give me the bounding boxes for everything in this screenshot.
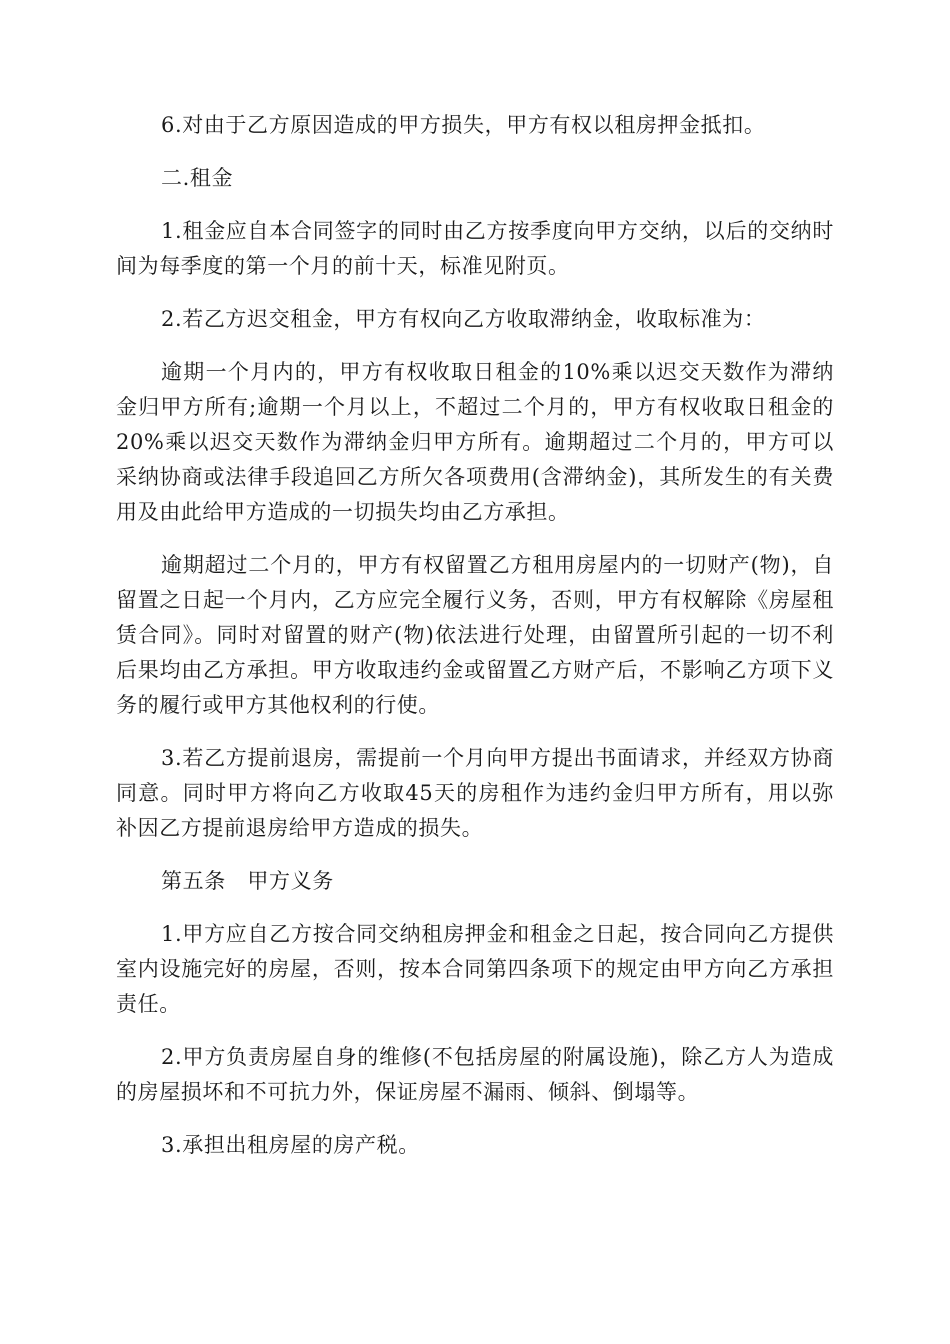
article-5-heading: 第五条 甲方义务 — [161, 869, 334, 893]
document-body — [116, 108, 834, 1181]
rent-clause-3: 3.若乙方提前退房，需提前一个月向甲方提出书面请求，并经双方协商同意。同时甲方将向乙方收取45天的房租作为违约金归甲方所有，用以弥补因乙方提前退房给甲方造成的损失。 — [116, 746, 834, 840]
late-fee-paragraph: 逾期一个月内的，甲方有权收取日租金的10%乘以迟交天数作为滞纳金归甲方所有;逾期一个月以上，不超过二个月的，甲方有权收取日租金的20%乘以迟交天数作为滞纳金归甲方所有。逾期超过二个月的，甲方可以采纳协商或法律手段追回乙方所欠各项费用(含滞纳金)，其所发生的有关费用及由此给甲方造成的一切损失均由乙方承担。 — [116, 360, 834, 524]
rent-clause-1: 1.租金应自本合同签字的同时由乙方按季度向甲方交纳，以后的交纳时间为每季度的第一个月的前十天，标准见附页。 — [116, 219, 834, 278]
clause-6-deposit-offset: 6.对由于乙方原因造成的甲方损失，甲方有权以租房押金抵扣。 — [161, 113, 766, 137]
lessor-duty-2: 2.甲方负责房屋自身的维修(不包括房屋的附属设施)，除乙方人为造成的房屋损坏和不可抗力外，保证房屋不漏雨、倾斜、倒塌等。 — [116, 1045, 834, 1104]
lessor-duty-1: 1.甲方应自乙方按合同交纳租房押金和租金之日起，按合同向乙方提供室内设施完好的房屋，否则，按本合同第四条项下的规定由甲方向乙方承担责任。 — [116, 922, 834, 1016]
section-heading-rent: 二.租金 — [161, 166, 234, 190]
property-lien-paragraph: 逾期超过二个月的，甲方有权留置乙方租用房屋内的一切财产(物)，自留置之日起一个月内，乙方应完全履行义务，否则，甲方有权解除《房屋租赁合同》。同时对留置的财产(物)依法进行处理，由留置所引起的一切不利后果均由乙方承担。甲方收取违约金或留置乙方财产后，不影响乙方项下义务的履行或甲方其他权利的行使。 — [116, 553, 834, 717]
rent-clause-2: 2.若乙方迟交租金，甲方有权向乙方收取滞纳金，收取标准为： — [161, 307, 766, 331]
lessor-duty-3: 3.承担出租房屋的房产税。 — [161, 1133, 420, 1157]
